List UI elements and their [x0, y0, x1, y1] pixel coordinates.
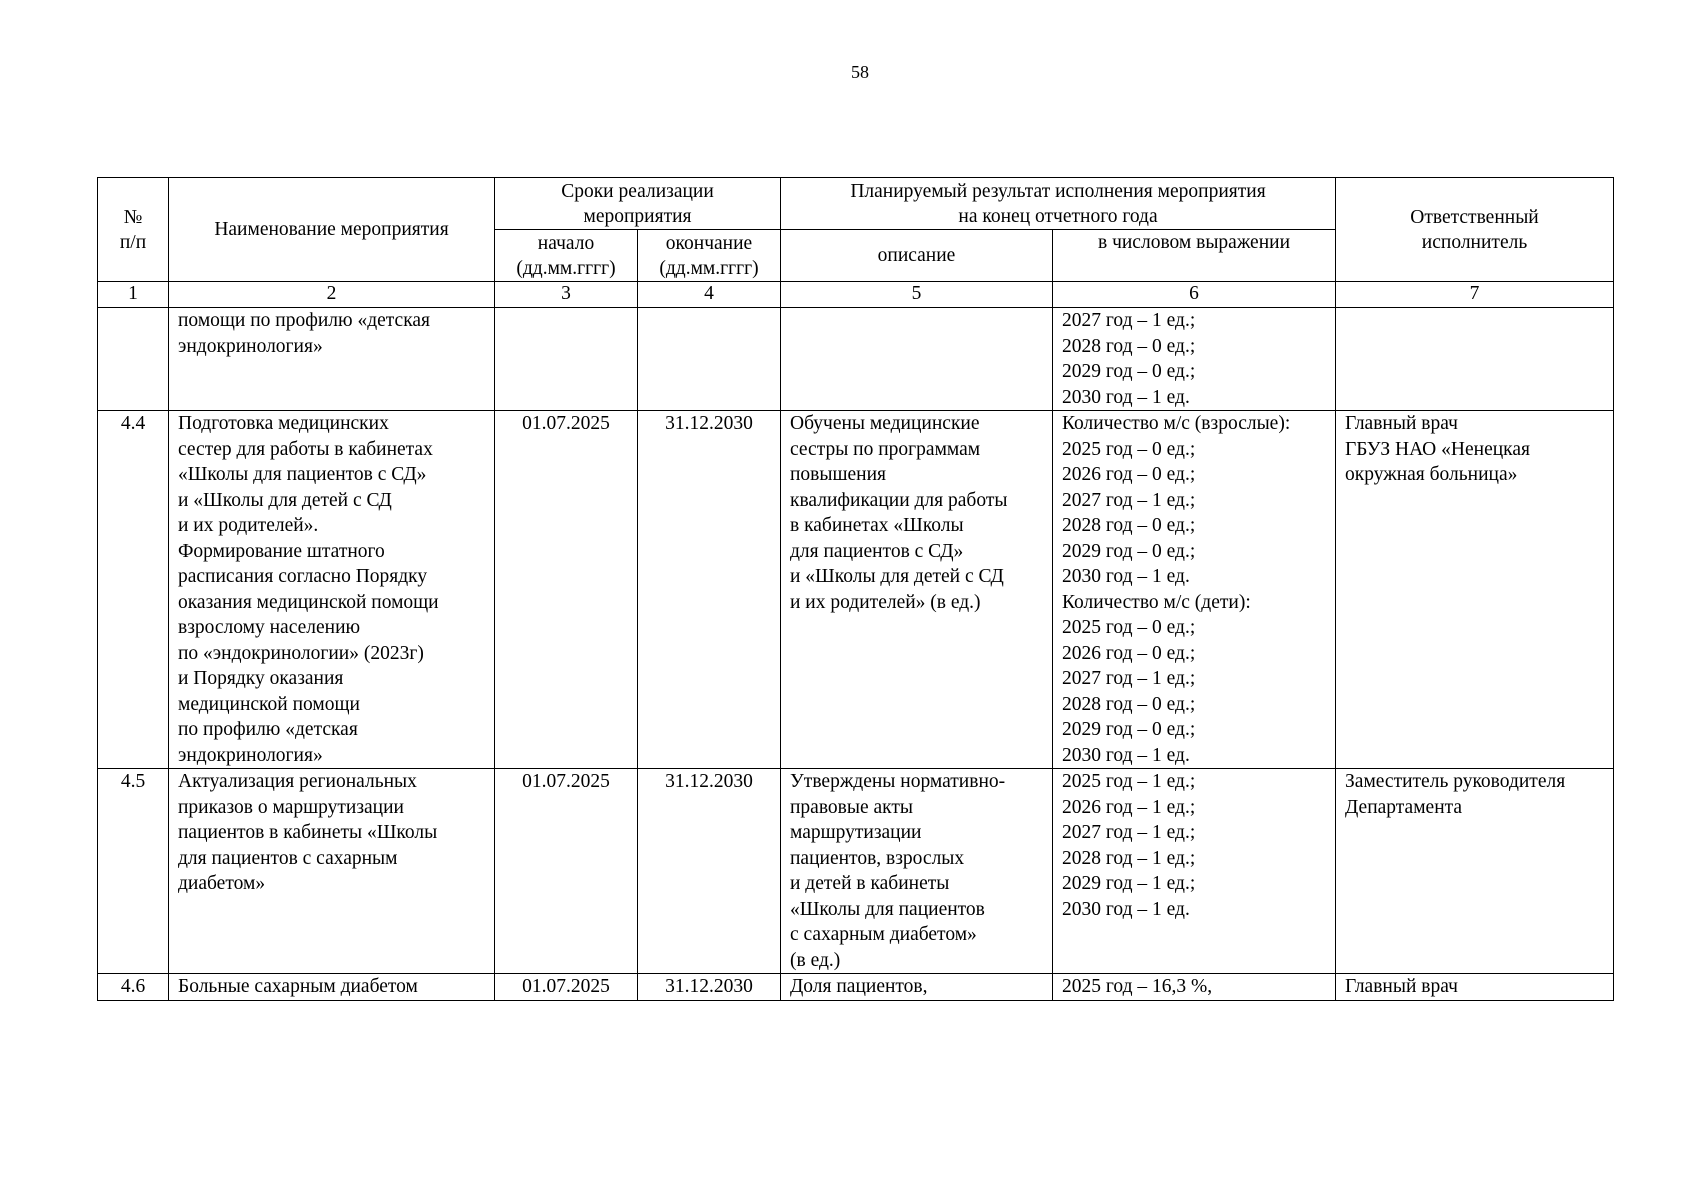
result-numeric — [1053, 769, 1336, 974]
table-row — [98, 974, 1614, 1001]
table-row — [98, 308, 1614, 411]
result-description-line: Утверждены нормативно- — [790, 771, 1006, 792]
result-numeric-line: 2026 год – 0 ед.; — [1062, 464, 1196, 485]
result-description-line: и «Школы для детей с СД — [790, 566, 1004, 587]
activity-name-line: взрослому населению — [178, 617, 361, 638]
result-numeric-line: 2028 год – 1 ед.; — [1062, 847, 1196, 869]
activity-name-line: Больные сахарным диабетом — [178, 976, 418, 997]
activity-name-line: диабетом» — [178, 873, 266, 894]
activity-name-line: помощи по профилю «детская — [178, 310, 431, 331]
table-row — [98, 411, 1614, 769]
result-numeric-line: 2027 год – 1 ед.; — [1062, 668, 1196, 689]
activity-name-line: приказов о маршрутизации — [178, 796, 404, 818]
activity-name-line: для пациентов с сахарным — [178, 847, 398, 869]
result-description-line: правовые акты — [790, 796, 913, 818]
table-body — [98, 282, 1614, 1001]
result-description-line: и их родителей» (в ед.) — [790, 591, 981, 613]
result-numeric-line: 2029 год – 1 ед.; — [1062, 873, 1196, 894]
activity-name — [169, 411, 495, 769]
activity-name — [169, 769, 495, 974]
result-description-line: Обучены медицинские — [790, 413, 980, 434]
header-responsible: Ответственный исполнитель — [1336, 178, 1614, 282]
activity-name-line: оказания медицинской помощи — [178, 591, 439, 613]
result-description-line: в кабинетах «Школы — [790, 515, 964, 536]
result-numeric-line: Количество м/с (взрослые): — [1062, 413, 1291, 434]
row-number: 4.4 — [98, 411, 169, 769]
column-number: 1 — [98, 282, 169, 308]
end-date: 31.12.2030 — [638, 411, 781, 769]
activity-name-line: медицинской помощи — [178, 693, 360, 715]
column-number: 6 — [1053, 282, 1336, 308]
start-date: 01.07.2025 — [495, 769, 638, 974]
responsible-line: Заместитель руководителя — [1345, 771, 1566, 792]
result-description — [781, 308, 1053, 411]
column-numbers-row — [98, 282, 1614, 308]
result-numeric-line: 2027 год – 1 ед.; — [1062, 310, 1196, 331]
responsible-line: Департамента — [1345, 796, 1463, 818]
header-end: окончание (дд.мм.гггг) — [638, 230, 781, 282]
activity-name-line: «Школы для пациентов с СД» — [178, 464, 427, 485]
table-row — [98, 769, 1614, 974]
result-description — [781, 974, 1053, 1001]
result-numeric-line: Количество м/с (дети): — [1062, 591, 1251, 613]
result-description-line: маршрутизации — [790, 822, 922, 843]
result-numeric-line: 2029 год – 0 ед.; — [1062, 540, 1196, 562]
activity-name-line: и «Школы для детей с СД — [178, 489, 392, 511]
result-numeric-line: 2030 год – 1 ед. — [1062, 566, 1190, 587]
responsible — [1336, 308, 1614, 411]
responsible-line: окружная больница» — [1345, 464, 1518, 485]
row-number: 4.6 — [98, 974, 169, 1001]
header-activity-name: Наименование мероприятия — [169, 178, 495, 282]
responsible-line: ГБУЗ НАО «Ненецкая — [1345, 438, 1530, 460]
activity-name — [169, 974, 495, 1001]
result-description — [781, 769, 1053, 974]
result-numeric-line: 2025 год – 0 ед.; — [1062, 438, 1196, 460]
result-numeric — [1053, 308, 1336, 411]
activity-name-line: эндокринология» — [178, 744, 323, 766]
end-date: 31.12.2030 — [638, 769, 781, 974]
column-number: 3 — [495, 282, 638, 308]
result-numeric-line: 2026 год – 1 ед.; — [1062, 796, 1196, 818]
header-start: начало (дд.мм.гггг) — [495, 230, 638, 282]
result-numeric-line: 2029 год – 0 ед.; — [1062, 361, 1196, 382]
result-description-line: квалификации для работы — [790, 489, 1008, 511]
start-date — [495, 308, 638, 411]
result-numeric-line: 2030 год – 1 ед. — [1062, 744, 1190, 766]
column-number: 5 — [781, 282, 1053, 308]
page-number: 58 — [851, 62, 869, 82]
responsible-line: Главный врач — [1345, 413, 1458, 434]
result-description-line: и детей в кабинеты — [790, 873, 950, 894]
result-numeric-line: 2025 год – 0 ед.; — [1062, 617, 1196, 638]
activity-name-line: и их родителей». — [178, 515, 319, 536]
result-description-line: (в ед.) — [790, 949, 841, 971]
column-number: 4 — [638, 282, 781, 308]
result-numeric-line: 2027 год – 1 ед.; — [1062, 489, 1196, 511]
activities-table — [97, 177, 1614, 1001]
result-numeric-line: 2028 год – 0 ед.; — [1062, 693, 1196, 715]
activity-name-line: расписания согласно Порядку — [178, 566, 428, 587]
result-numeric-line: 2030 год – 1 ед. — [1062, 898, 1190, 920]
header-terms: Сроки реализации мероприятия — [495, 178, 781, 230]
column-number: 2 — [169, 282, 495, 308]
result-description-line: Доля пациентов, — [790, 976, 928, 997]
table-header — [98, 178, 1614, 282]
end-date: 31.12.2030 — [638, 974, 781, 1001]
result-description-line: сестры по программам — [790, 438, 981, 460]
row-number: 4.5 — [98, 769, 169, 974]
result-numeric — [1053, 974, 1336, 1001]
activity-name — [169, 308, 495, 411]
result-numeric-line: 2029 год – 0 ед.; — [1062, 719, 1196, 740]
result-description-line: пациентов, взрослых — [790, 847, 965, 869]
result-numeric-line: 2025 год – 16,3 %, — [1062, 976, 1213, 997]
column-number: 7 — [1336, 282, 1614, 308]
header-numeric: в числовом выражении — [1053, 230, 1336, 282]
responsible — [1336, 411, 1614, 769]
result-description-line: повышения — [790, 464, 887, 485]
activity-name-line: по «эндокринологии» (2023г) — [178, 642, 424, 664]
header-planned-result: Планируемый результат исполнения мероприятия на конец отчетного года — [781, 178, 1336, 230]
start-date: 01.07.2025 — [495, 411, 638, 769]
result-description-line: с сахарным диабетом» — [790, 924, 977, 945]
activity-name-line: пациентов в кабинеты «Школы — [178, 822, 438, 843]
result-numeric-line: 2030 год – 1 ед. — [1062, 386, 1190, 408]
result-numeric-line: 2028 год – 0 ед.; — [1062, 335, 1196, 357]
result-numeric-line: 2027 год – 1 ед.; — [1062, 822, 1196, 843]
header-description: описание — [781, 230, 1053, 282]
result-numeric-line: 2028 год – 0 ед.; — [1062, 515, 1196, 536]
result-description — [781, 411, 1053, 769]
activity-name-line: Формирование штатного — [178, 540, 385, 562]
row-number — [98, 308, 169, 411]
result-numeric — [1053, 411, 1336, 769]
result-numeric-line: 2025 год – 1 ед.; — [1062, 771, 1196, 792]
responsible-line: Главный врач — [1345, 976, 1458, 997]
result-numeric-line: 2026 год – 0 ед.; — [1062, 642, 1196, 664]
activity-name-line: и Порядку оказания — [178, 668, 344, 689]
result-description-line: для пациентов с СД» — [790, 540, 964, 562]
activity-name-line: сестер для работы в кабинетах — [178, 438, 433, 460]
activity-name-line: эндокринология» — [178, 335, 323, 357]
responsible — [1336, 974, 1614, 1001]
activity-name-line: Подготовка медицинских — [178, 413, 389, 434]
responsible — [1336, 769, 1614, 974]
header-number: № п/п — [98, 178, 169, 282]
activity-name-line: Актуализация региональных — [178, 771, 417, 792]
start-date: 01.07.2025 — [495, 974, 638, 1001]
activity-name-line: по профилю «детская — [178, 719, 358, 740]
result-description-line: «Школы для пациентов — [790, 898, 985, 920]
end-date — [638, 308, 781, 411]
